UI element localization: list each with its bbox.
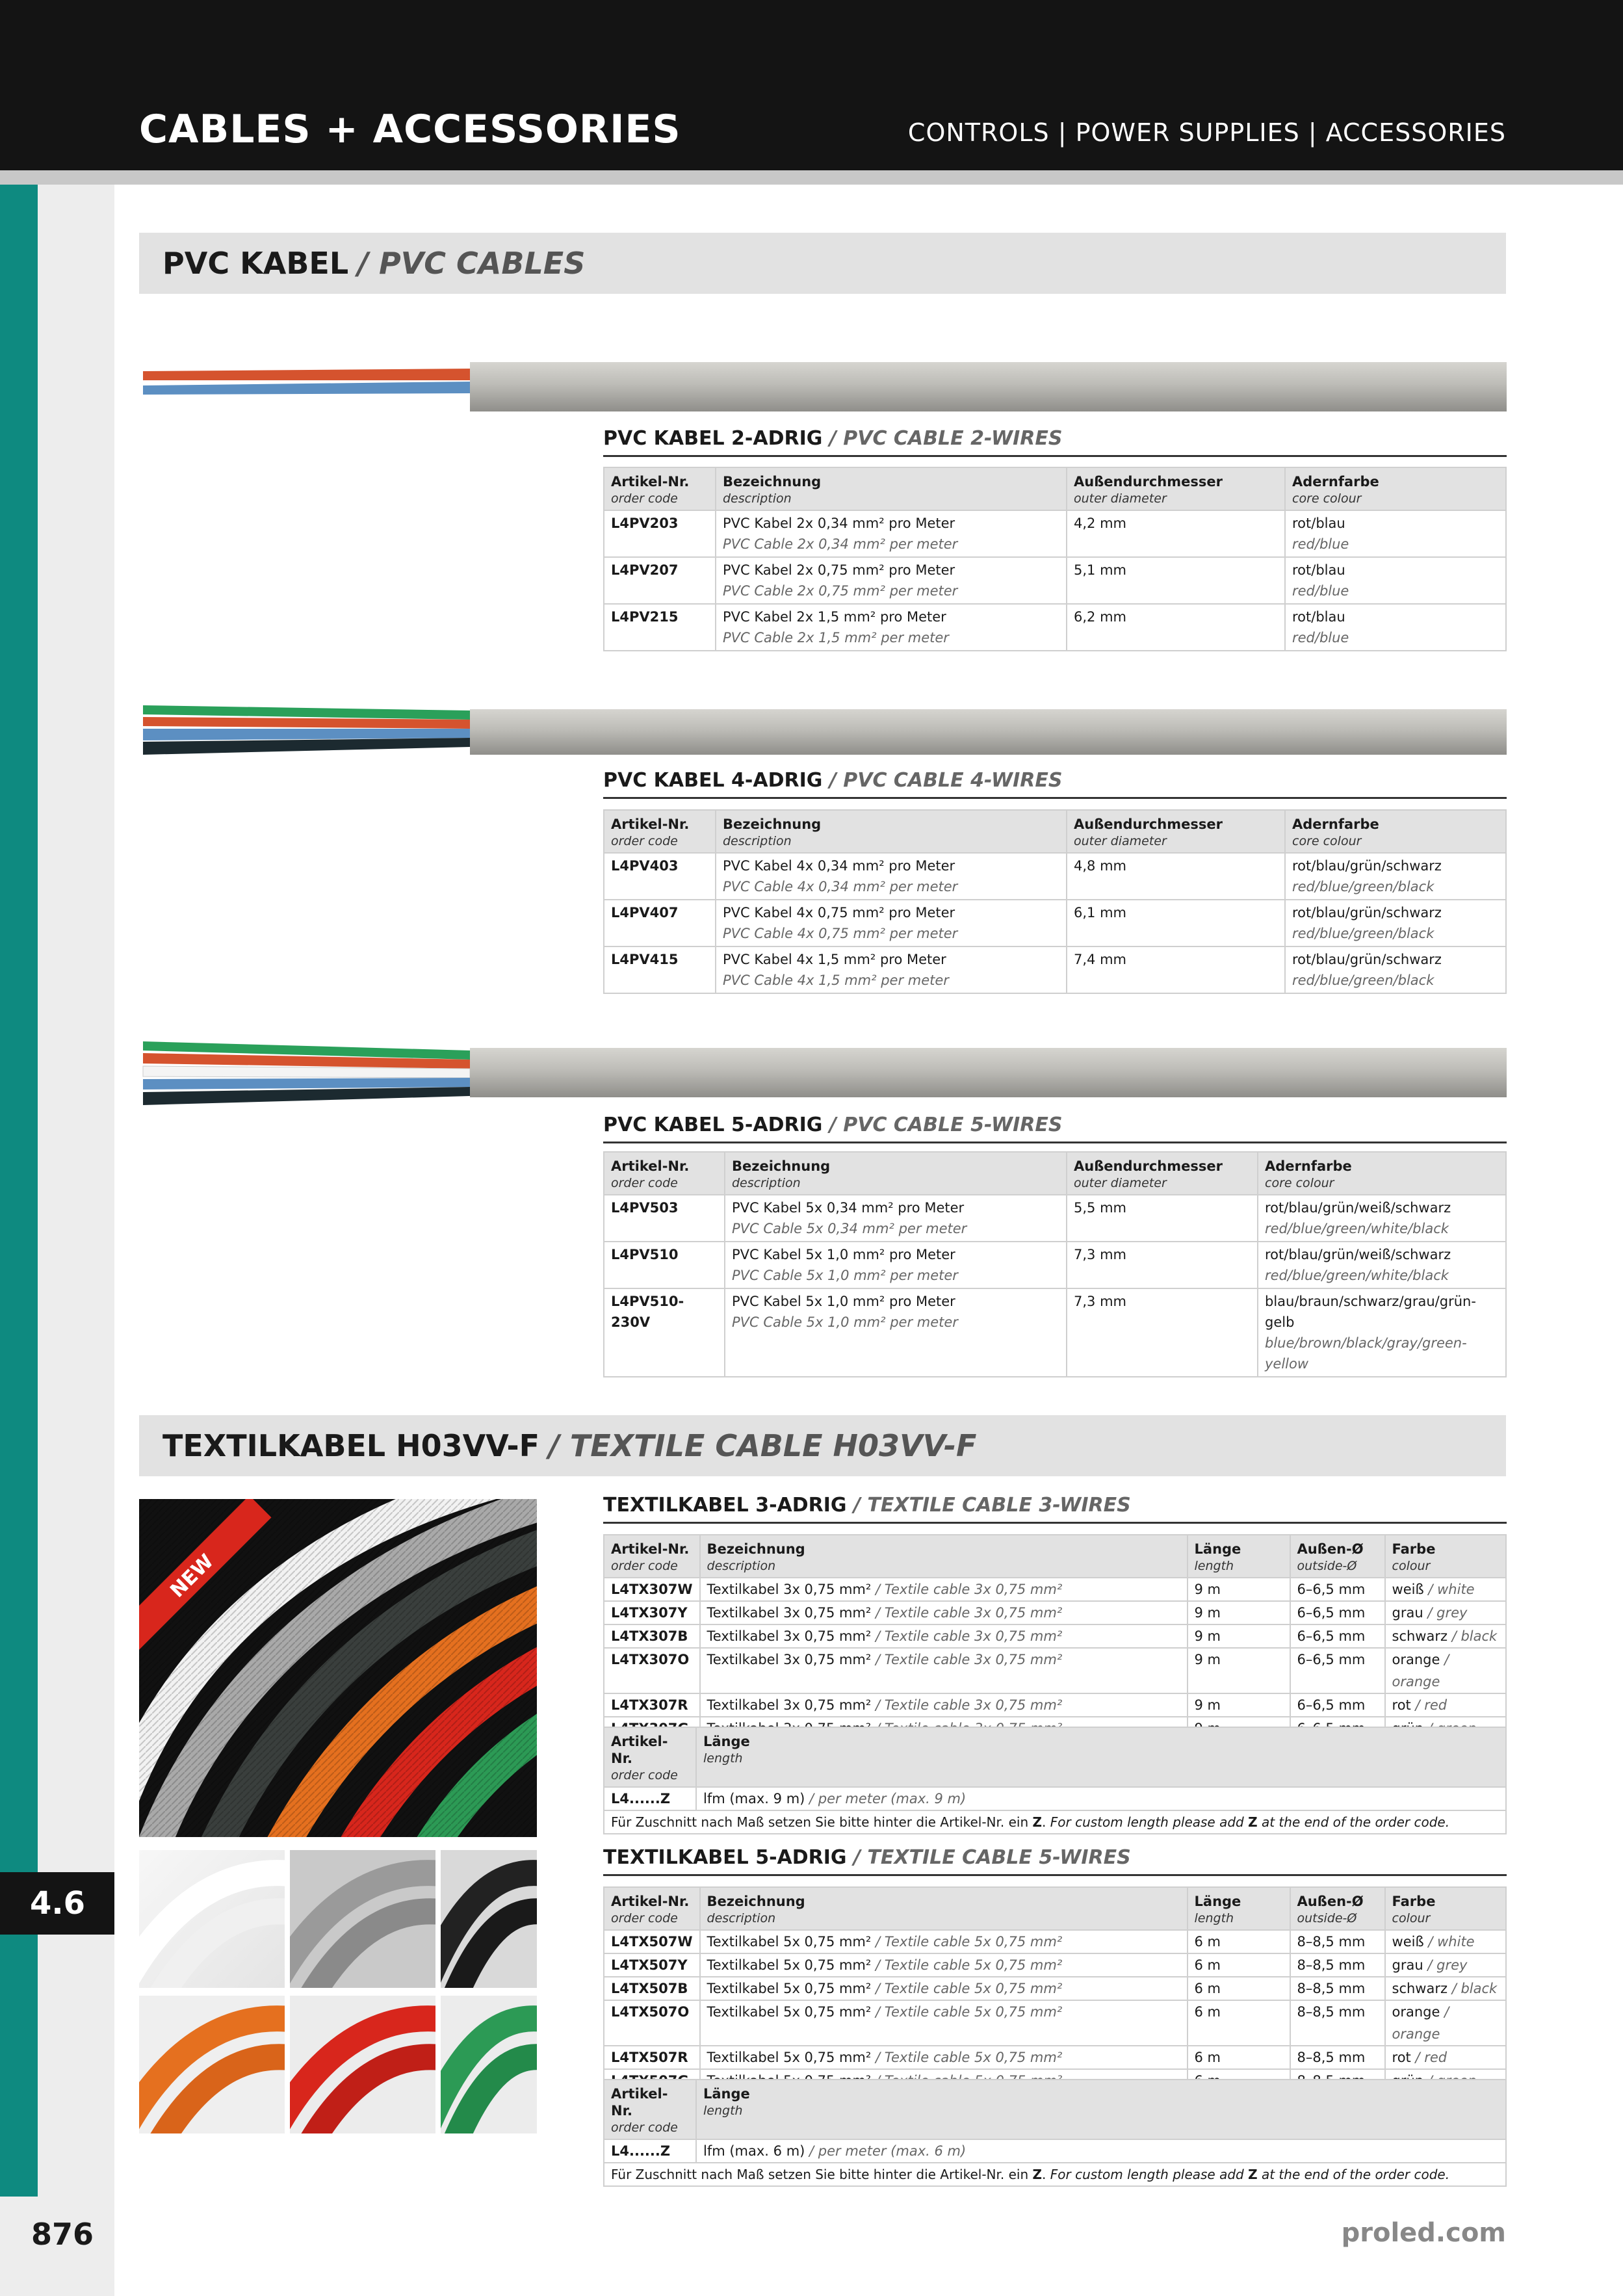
col-header-diameter: Außendurchmesser outer diameter [1067, 467, 1285, 510]
custom-length-note: Für Zuschnitt nach Maß setzen Sie bitte hinter die Artikel-Nr. ein Z. For custom length please add Z at the end of the order code. [604, 1810, 1506, 1834]
col-header-colour: Farbe colour [1385, 1535, 1506, 1578]
pvc-2-wire-table [603, 467, 1507, 651]
table-row: L4TX507B Textilkabel 5x 0,75 mm² / Textile cable 5x 0,75 mm² 6 m 8–8,5 mm schwarz / black [604, 1977, 1506, 2000]
pvc-5-wire-title [603, 1114, 1507, 1143]
custom-length-note: Für Zuschnitt nach Maß setzen Sie bitte hinter die Artikel-Nr. ein Z. For custom length please add Z at the end of the order code. [604, 2163, 1506, 2186]
section-title-en: / TEXTILE CABLE H03VV-F [549, 1428, 977, 1463]
subtitle-en: / PVC CABLE 2-WIRES [829, 427, 1063, 450]
col-header-length: Länge length [1188, 1887, 1290, 1930]
swatch-white [139, 1850, 285, 1988]
pvc-cable-5-wire-image [142, 1037, 1507, 1113]
header-title: CABLES + ACCESSORIES [139, 107, 681, 152]
table-row: L4PV403 PVC Kabel 4x 0,34 mm² pro Meter PVC Cable 4x 0,34 mm² per meter 4,8 mm rot/blau/grün/schwarz red/blue/green/black [604, 853, 1506, 900]
subtitle-de: TEXTILKABEL 5-ADRIG [603, 1846, 847, 1869]
header-divider [0, 170, 1623, 185]
header-nav: CONTROLS | POWER SUPPLIES | ACCESSORIES [907, 118, 1506, 147]
col-header-desc: Bezeichnung description [716, 467, 1067, 510]
col-header-code: Artikel-Nr. order code [604, 1887, 700, 1930]
swatch-green [441, 1996, 537, 2133]
page-header [0, 0, 1623, 170]
table-row: L4TX507W Textilkabel 5x 0,75 mm² / Textile cable 5x 0,75 mm² 6 m 8–8,5 mm weiß / white [604, 1930, 1506, 1953]
pvc-4-wire-table [603, 809, 1507, 994]
col-header-outside-diameter: Außen-Ø outside-Ø [1290, 1887, 1385, 1930]
col-header-code: Artikel-Nr. order code [604, 1727, 696, 1787]
subtitle-en: / TEXTILE CABLE 3-WIRES [853, 1494, 1131, 1517]
col-header-desc: Bezeichnung description [700, 1535, 1188, 1578]
pvc-5-wire-table [603, 1151, 1507, 1377]
col-header-code: Artikel-Nr. order code [604, 2080, 696, 2139]
swatch-grey [290, 1850, 435, 1988]
textile-cables-illustration [139, 1499, 537, 1837]
table-row: L4PV207 PVC Kabel 2x 0,75 mm² pro Meter PVC Cable 2x 0,75 mm² per meter 5,1 mm rot/blau red/blue [604, 557, 1506, 604]
table-row: L4......Z lfm (max. 9 m) / per meter (max. 9 m) [604, 1787, 1506, 1810]
subtitle-en: / PVC CABLE 4-WIRES [829, 769, 1063, 792]
section-title-de: PVC KABEL [162, 246, 349, 281]
pvc-cable-4-wire-image [142, 700, 1507, 763]
col-header-colour: Adernfarbe core colour [1285, 467, 1506, 510]
chapter-tab: 4.6 [0, 1872, 114, 1935]
col-header-colour: Adernfarbe core colour [1285, 810, 1506, 853]
section-title-de: TEXTILKABEL H03VV-F [162, 1428, 540, 1463]
textile-cables-photo [139, 1499, 537, 1837]
col-header-code: Artikel-Nr. order code [604, 467, 716, 510]
col-header-outside-diameter: Außen-Ø outside-Ø [1290, 1535, 1385, 1578]
subtitle-en: / PVC CABLE 5-WIRES [829, 1114, 1063, 1136]
col-header-code: Artikel-Nr. order code [604, 1152, 725, 1195]
col-header-code: Artikel-Nr. order code [604, 1535, 700, 1578]
subtitle-en: / TEXTILE CABLE 5-WIRES [853, 1846, 1131, 1869]
pvc-2-wire-title [603, 427, 1507, 457]
section-title-en: / PVC CABLES [357, 246, 586, 281]
col-header-length: Länge length [696, 2080, 1506, 2139]
page-number: 876 [31, 2217, 94, 2252]
subtitle-de: TEXTILKABEL 3-ADRIG [603, 1494, 847, 1517]
col-header-length: Länge length [1188, 1535, 1290, 1578]
new-badge: NEW [166, 1550, 218, 1602]
table-row: L4TX507Y Textilkabel 5x 0,75 mm² / Textile cable 5x 0,75 mm² 6 m 8–8,5 mm grau / grey [604, 1953, 1506, 1977]
col-header-colour: Farbe colour [1385, 1887, 1506, 1930]
table-row: L4TX307Y Textilkabel 3x 0,75 mm² / Textile cable 3x 0,75 mm² 9 m 6–6,5 mm grau / grey [604, 1601, 1506, 1624]
table-row: L4TX507O Textilkabel 5x 0,75 mm² / Textile cable 5x 0,75 mm² 6 m 8–8,5 mm orange / orange [604, 2000, 1506, 2046]
col-header-desc: Bezeichnung description [716, 810, 1067, 853]
table-row: L4PV407 PVC Kabel 4x 0,75 mm² pro Meter PVC Cable 4x 0,75 mm² per meter 6,1 mm rot/blau/grün/schwarz red/blue/green/black [604, 900, 1506, 946]
table-row: L4TX307R Textilkabel 3x 0,75 mm² / Textile cable 3x 0,75 mm² 9 m 6–6,5 mm rot / red [604, 1693, 1506, 1717]
textile-5-wire-custom-table [603, 2079, 1507, 2187]
pvc-4-wire-title [603, 769, 1507, 799]
brand-url: proled.com [1341, 2218, 1506, 2248]
table-row: L4TX307B Textilkabel 3x 0,75 mm² / Textile cable 3x 0,75 mm² 9 m 6–6,5 mm schwarz / black [604, 1624, 1506, 1648]
table-row: L4PV203 PVC Kabel 2x 0,34 mm² pro Meter PVC Cable 2x 0,34 mm² per meter 4,2 mm rot/blau red/blue [604, 510, 1506, 557]
col-header-code: Artikel-Nr. order code [604, 810, 716, 853]
col-header-desc: Bezeichnung description [725, 1152, 1067, 1195]
table-row: L4TX307W Textilkabel 3x 0,75 mm² / Textile cable 3x 0,75 mm² 9 m 6–6,5 mm weiß / white [604, 1578, 1506, 1601]
subtitle-de: PVC KABEL 5-ADRIG [603, 1114, 823, 1136]
textile-5-wire-table [603, 1886, 1507, 2093]
swatch-orange [139, 1996, 285, 2133]
swatch-red [290, 1996, 435, 2133]
col-header-diameter: Außendurchmesser outer diameter [1067, 810, 1285, 853]
pvc-cable-2-wire-image [142, 361, 1507, 413]
col-header-desc: Bezeichnung description [700, 1887, 1188, 1930]
textile-5-wire-title [603, 1846, 1507, 1876]
table-row: L4......Z lfm (max. 6 m) / per meter (max. 6 m) [604, 2139, 1506, 2163]
swatch-black [441, 1850, 537, 1988]
textile-3-wire-table [603, 1534, 1507, 1741]
table-row: L4TX307O Textilkabel 3x 0,75 mm² / Textile cable 3x 0,75 mm² 9 m 6–6,5 mm orange / orange [604, 1648, 1506, 1693]
table-row: L4PV215 PVC Kabel 2x 1,5 mm² pro Meter PVC Cable 2x 1,5 mm² per meter 6,2 mm rot/blau red/blue [604, 604, 1506, 651]
col-header-diameter: Außendurchmesser outer diameter [1067, 1152, 1258, 1195]
table-row: L4PV510-230V PVC Kabel 5x 1,0 mm² pro Meter PVC Cable 5x 1,0 mm² per meter 7,3 mm blau/braun/schwarz/grau/grün-gelb blue/brown/black/gray/green-yellow [604, 1288, 1506, 1377]
subtitle-de: PVC KABEL 2-ADRIG [603, 427, 823, 450]
table-row: L4PV510 PVC Kabel 5x 1,0 mm² pro Meter PVC Cable 5x 1,0 mm² per meter 7,3 mm rot/blau/grün/weiß/schwarz red/blue/green/white/black [604, 1242, 1506, 1288]
section-title-textile [139, 1415, 1506, 1476]
col-header-colour: Adernfarbe core colour [1258, 1152, 1506, 1195]
textile-3-wire-title [603, 1494, 1507, 1524]
table-row: L4PV503 PVC Kabel 5x 0,34 mm² pro Meter PVC Cable 5x 0,34 mm² per meter 5,5 mm rot/blau/grün/weiß/schwarz red/blue/green/white/black [604, 1195, 1506, 1242]
textile-3-wire-custom-table [603, 1727, 1507, 1834]
section-title-pvc [139, 233, 1506, 294]
table-row: L4PV415 PVC Kabel 4x 1,5 mm² pro Meter PVC Cable 4x 1,5 mm² per meter 7,4 mm rot/blau/grün/schwarz red/blue/green/black [604, 946, 1506, 993]
col-header-length: Länge length [696, 1727, 1506, 1787]
table-row: L4TX507R Textilkabel 5x 0,75 mm² / Textile cable 5x 0,75 mm² 6 m 8–8,5 mm rot / red [604, 2046, 1506, 2069]
subtitle-de: PVC KABEL 4-ADRIG [603, 769, 823, 792]
